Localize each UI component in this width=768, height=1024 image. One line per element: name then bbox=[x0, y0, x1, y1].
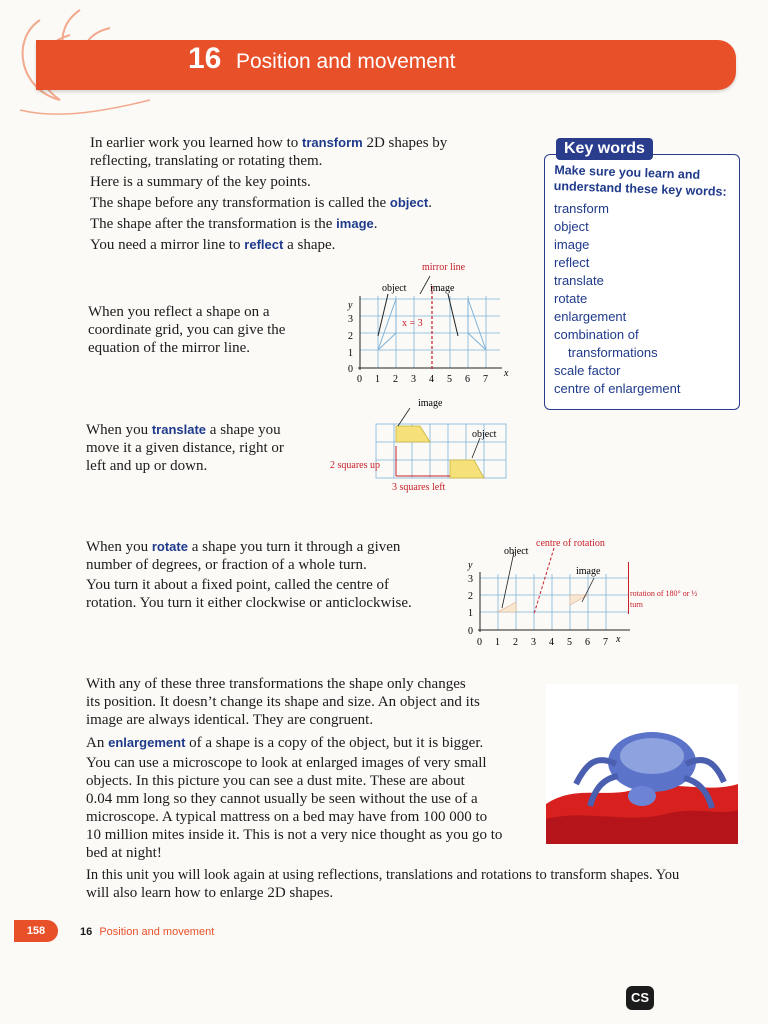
svg-text:0: 0 bbox=[468, 626, 473, 637]
svg-text:y: y bbox=[348, 300, 353, 311]
key-word-item: transform bbox=[554, 201, 609, 216]
key-word-item: rotate bbox=[554, 291, 588, 306]
object-label: object bbox=[382, 283, 407, 294]
keyword-transform: transform bbox=[302, 135, 363, 150]
svg-text:0: 0 bbox=[477, 637, 482, 648]
image-label: image bbox=[430, 283, 455, 294]
svg-text:2: 2 bbox=[513, 637, 518, 648]
key-word-item: image bbox=[554, 237, 590, 252]
keyword-object: object bbox=[389, 195, 429, 210]
svg-text:4: 4 bbox=[549, 637, 554, 648]
key-words-list bbox=[554, 200, 680, 398]
key-word-item: combination of bbox=[554, 327, 639, 342]
svg-text:turn: turn bbox=[630, 600, 643, 609]
enlargement-paragraph: An enlargement of a shape is a copy of the object, but it is bigger. bbox=[86, 735, 484, 751]
key-word-item: reflect bbox=[554, 255, 590, 270]
svg-text:7: 7 bbox=[603, 637, 608, 648]
svg-text:3: 3 bbox=[411, 374, 416, 385]
svg-text:3: 3 bbox=[531, 637, 536, 648]
svg-text:1: 1 bbox=[495, 637, 500, 648]
key-word-item: object bbox=[554, 219, 589, 234]
key-word-item: centre of enlargement bbox=[554, 381, 681, 396]
svg-text:4: 4 bbox=[429, 374, 434, 385]
unit-summary-paragraph: In this unit you will look again at using reflections, translations and rotations to transform shapes. You will also learn how to enlarge 2D shapes. bbox=[86, 867, 680, 901]
mirror-line-label: mirror line bbox=[422, 262, 466, 273]
svg-text:1: 1 bbox=[375, 374, 380, 385]
translate-text: When you translate a shape you move it a given distance, right or left and up or down. bbox=[86, 422, 284, 474]
translate-image-label: image bbox=[418, 398, 443, 409]
page-number: 158 bbox=[14, 920, 58, 942]
mirror-equation-label: x = 3 bbox=[402, 318, 423, 329]
keyword-enlargement: enlargement bbox=[108, 735, 186, 750]
key-word-item: translate bbox=[554, 273, 604, 288]
svg-text:5: 5 bbox=[567, 637, 572, 648]
cs-badge: CS bbox=[626, 986, 654, 1010]
svg-text:0: 0 bbox=[357, 374, 362, 385]
svg-text:6: 6 bbox=[585, 637, 590, 648]
svg-text:2: 2 bbox=[393, 374, 398, 385]
key-word-item: transformations bbox=[568, 345, 658, 360]
svg-text:x: x bbox=[504, 368, 509, 379]
translate-object-label: object bbox=[472, 429, 497, 440]
svg-text:3: 3 bbox=[348, 314, 353, 325]
svg-text:6: 6 bbox=[465, 374, 470, 385]
keyword-translate: translate bbox=[151, 422, 207, 437]
svg-text:2: 2 bbox=[468, 591, 473, 602]
key-words-title: Key words bbox=[556, 138, 653, 160]
dust-mite-paragraph: You can use a microscope to look at enlarged images of very small objects. In this picture you can see a dust mite. These are about 0.04 mm long so they cannot usually be seen without the use of a microscope. A typical mattress on a bed may have from 100 000 to 10 million mites inside it. This is not a very nice thought as you go to bed at night! bbox=[86, 755, 503, 861]
keyword-image: image bbox=[336, 216, 374, 231]
svg-text:0: 0 bbox=[348, 364, 353, 375]
svg-text:2: 2 bbox=[348, 331, 353, 342]
svg-text:3: 3 bbox=[468, 574, 473, 585]
key-word-item: scale factor bbox=[554, 363, 621, 378]
rotate-object-label: object bbox=[504, 546, 529, 557]
rotation-amount-label: rotation of 180° or ½ bbox=[630, 589, 698, 598]
reflect-text: When you reflect a shape on a coordinate grid, you can give the equation of the mirror line. bbox=[88, 304, 286, 356]
chapter-title: Position and movement bbox=[236, 50, 456, 73]
keyword-rotate: rotate bbox=[151, 539, 188, 554]
key-word-item: enlargement bbox=[554, 309, 627, 324]
chapter-number: 16 bbox=[188, 42, 222, 75]
footer-chapter: 16 Position and movement bbox=[80, 926, 215, 938]
congruence-paragraph: With any of these three transformations the shape only changes its position. It doesn’t change its shape and size. An object and its image are always identical. They are congruent. bbox=[86, 676, 480, 728]
reflection-diagram bbox=[330, 258, 530, 398]
dust-mite-image bbox=[546, 684, 738, 844]
rotation-diagram bbox=[454, 532, 698, 652]
svg-text:7: 7 bbox=[483, 374, 488, 385]
centre-of-rotation-label: centre of rotation bbox=[536, 538, 605, 549]
intro-text: In earlier work you learned how to transform 2D shapes by reflecting, translating or rotating them. Here is a summary of the key points. The shape before any transformation is called the object. The shape after the transformation is the image. You need a mirror line to reflect a shape. bbox=[90, 135, 448, 253]
left-label: 3 squares left bbox=[392, 482, 446, 493]
rotate-text: When you rotate a shape you turn it through a given number of degrees, or fraction of a whole turn. You turn it about a fixed point, called the centre of rotation. You turn it either clockwise or anticlockwise. bbox=[86, 539, 412, 611]
rotate-image-label: image bbox=[576, 566, 601, 577]
translation-diagram bbox=[328, 396, 518, 496]
key-words-intro: Make sure you learn and understand these key words: bbox=[553, 162, 727, 199]
up-label: 2 squares up bbox=[330, 460, 380, 471]
svg-text:y: y bbox=[468, 560, 473, 571]
keyword-reflect: reflect bbox=[244, 237, 284, 252]
svg-text:1: 1 bbox=[348, 348, 353, 359]
svg-text:1: 1 bbox=[468, 608, 473, 619]
svg-text:x: x bbox=[616, 634, 621, 645]
svg-text:5: 5 bbox=[447, 374, 452, 385]
